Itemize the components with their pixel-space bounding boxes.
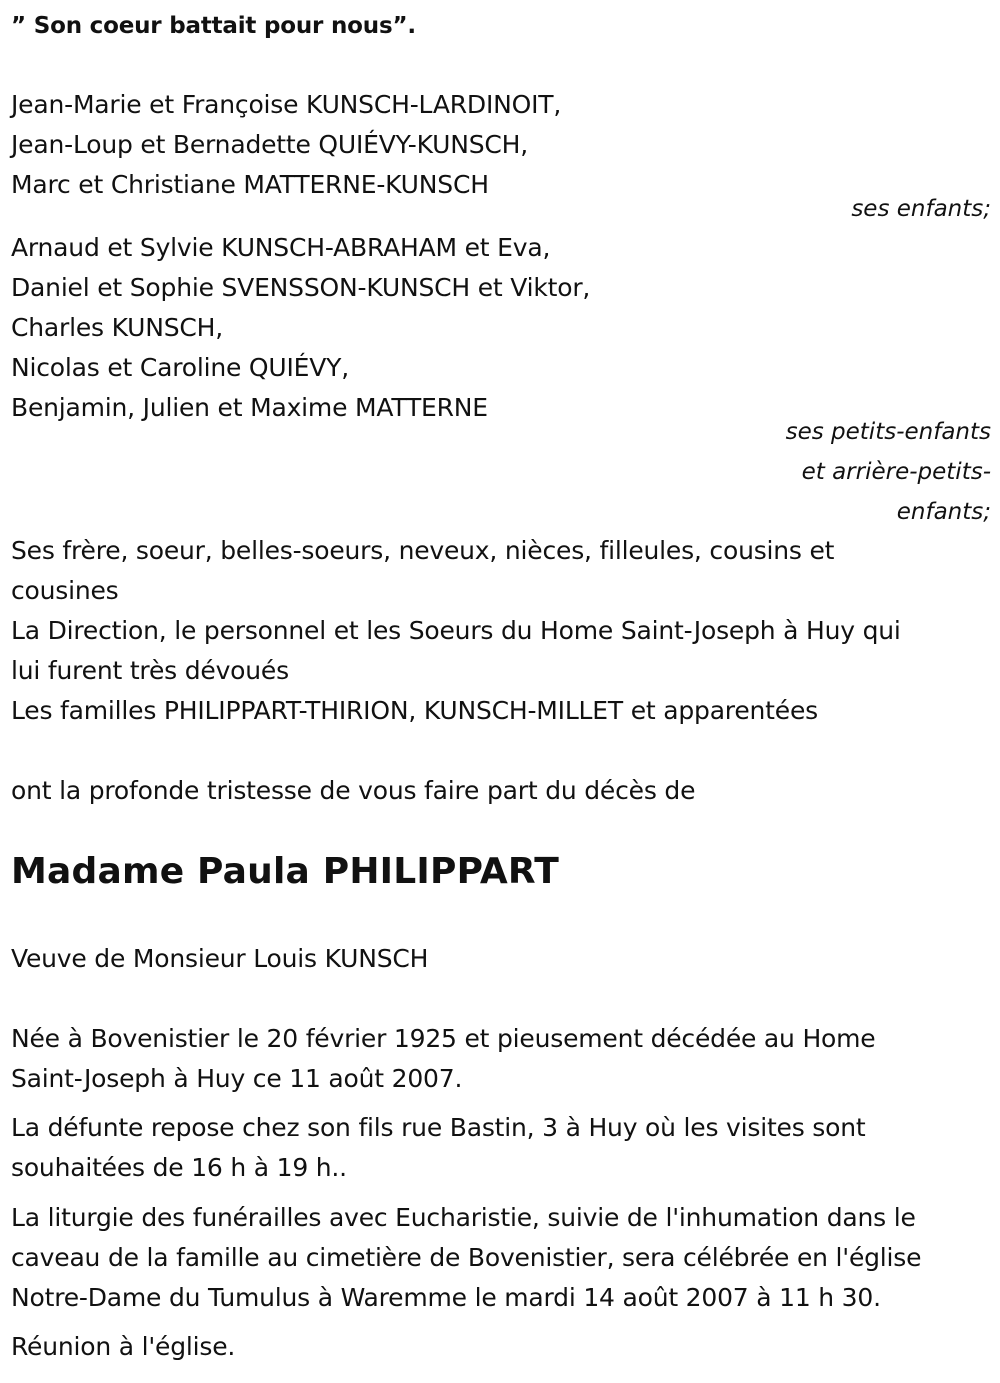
grandchildren-line: Benjamin, Julien et Maxime MATTERNE xyxy=(11,393,488,422)
grandchildren-role: et arrière-petits- xyxy=(801,459,991,485)
relatives-line: Ses frère, soeur, belles-soeurs, neveux, nièces, filleules, cousins et xyxy=(11,536,835,565)
grandchildren-line: Daniel et Sophie SVENSSON-KUNSCH et Viktor, xyxy=(11,273,591,302)
grandchildren-line: Charles KUNSCH, xyxy=(11,313,223,342)
meeting-line: Réunion à l'église. xyxy=(11,1332,236,1361)
birth-death-line: Saint-Joseph à Huy ce 11 août 2007. xyxy=(11,1064,463,1093)
grandchildren-line: Arnaud et Sylvie KUNSCH-ABRAHAM et Eva, xyxy=(11,233,551,262)
funeral-line: Notre-Dame du Tumulus à Waremme le mardi 14 août 2007 à 11 h 30. xyxy=(11,1283,881,1312)
relatives-line: Les familles PHILIPPART-THIRION, KUNSCH-MILLET et apparentées xyxy=(11,696,818,725)
children-line: Marc et Christiane MATTERNE-KUNSCH xyxy=(11,170,489,199)
children-line: Jean-Loup et Bernadette QUIÉVY-KUNSCH, xyxy=(11,130,528,159)
deceased-name: Madame Paula PHILIPPART xyxy=(11,851,559,892)
relatives-line: lui furent très dévoués xyxy=(11,656,289,685)
children-role: ses enfants; xyxy=(851,196,991,222)
funeral-line: La liturgie des funérailles avec Eucharistie, suivie de l'inhumation dans le xyxy=(11,1203,916,1232)
relatives-line: cousines xyxy=(11,576,119,605)
birth-death-line: Née à Bovenistier le 20 février 1925 et pieusement décédée au Home xyxy=(11,1024,876,1053)
epigraph: ” Son coeur battait pour nous”. xyxy=(11,13,416,39)
grandchildren-role: ses petits-enfants xyxy=(785,419,991,445)
visits-line: La défunte repose chez son fils rue Bastin, 3 à Huy où les visites sont xyxy=(11,1113,866,1142)
grandchildren-line: Nicolas et Caroline QUIÉVY, xyxy=(11,353,349,382)
grandchildren-role: enfants; xyxy=(896,499,991,525)
widow-of: Veuve de Monsieur Louis KUNSCH xyxy=(11,944,429,973)
relatives-line: La Direction, le personnel et les Soeurs du Home Saint-Joseph à Huy qui xyxy=(11,616,901,645)
funeral-line: caveau de la famille au cimetière de Bovenistier, sera célébrée en l'église xyxy=(11,1243,922,1272)
announcement: ont la profonde tristesse de vous faire part du décès de xyxy=(11,776,696,805)
visits-line: souhaitées de 16 h à 19 h.. xyxy=(11,1153,347,1182)
children-line: Jean-Marie et Françoise KUNSCH-LARDINOIT, xyxy=(11,90,562,119)
